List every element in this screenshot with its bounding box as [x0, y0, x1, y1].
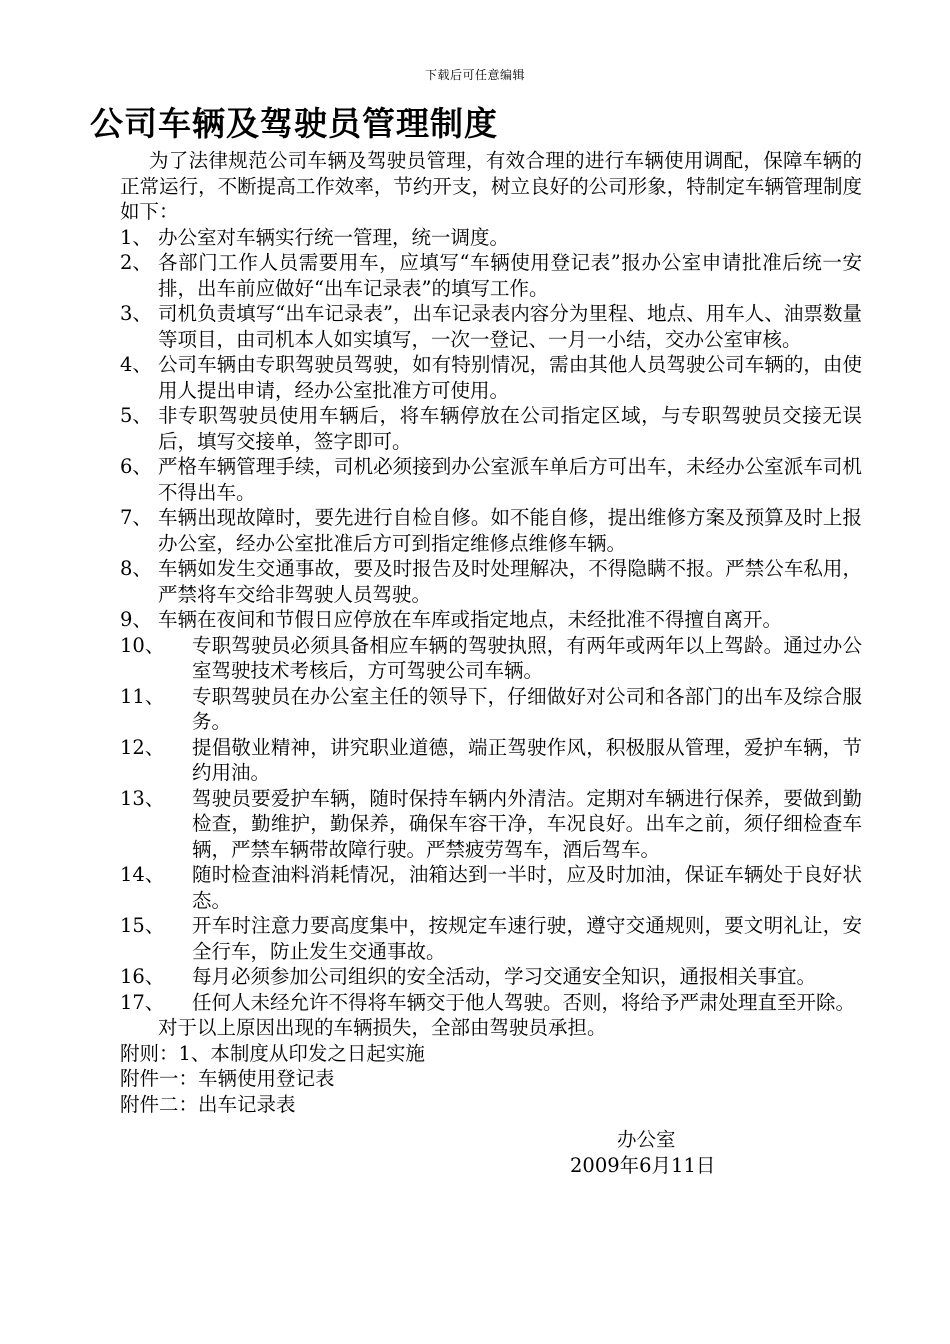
- rule-item: [120, 913, 862, 964]
- rule-number: 4、: [120, 353, 152, 376]
- appendix-attachment-2: 附件二：出车记录表: [120, 1092, 296, 1116]
- page-header: 下载后可任意编辑: [424, 68, 525, 82]
- rule-number: 8、: [120, 557, 152, 580]
- rule-number: 9、: [120, 608, 152, 631]
- rule-number: 7、: [120, 506, 152, 529]
- rule-text: 专职驾驶员必须具备相应车辆的驾驶执照，有两年或两年以上驾龄。通过办公室驾驶技术考核后，方可驾驶公司车辆。: [192, 633, 862, 682]
- rule-text: 公司车辆由专职驾驶员驾驶，如有特别情况，需由其他人员驾驶公司车辆的，由使用人提出申请，经办公室批准方可使用。: [158, 353, 862, 402]
- rule-number: 5、: [120, 404, 152, 427]
- rule-number: 6、: [120, 455, 152, 478]
- signature-block: [570, 1127, 740, 1179]
- appendix-rule: 附则：1、本制度从印发之日起实施: [120, 1041, 425, 1065]
- rule-number: 11、: [120, 684, 165, 708]
- rule-item: [120, 301, 862, 352]
- rule-item: [120, 250, 862, 301]
- rule-number: 17、: [120, 990, 165, 1014]
- closing-statement: 对于以上原因出现的车辆损失，全部由驾驶员承担。: [158, 1016, 607, 1039]
- rule-item: [120, 225, 862, 251]
- rule-item: [120, 607, 862, 633]
- rules-list: [120, 225, 862, 1016]
- rule-text: 任何人未经允许不得将车辆交于他人驾驶。否则，将给予严肃处理直至开除。: [192, 990, 856, 1014]
- signature-office: 办公室: [617, 1128, 676, 1151]
- rule-item: [120, 633, 862, 684]
- rule-item: [120, 684, 862, 735]
- intro-paragraph: 为了法律规范公司车辆及驾驶员管理，有效合理的进行车辆使用调配，保障车辆的正常运行，不断提高工作效率，节约开支，树立良好的公司形象，特制定车辆管理制度如下：: [120, 149, 862, 223]
- rule-text: 非专职驾驶员使用车辆后，将车辆停放在公司指定区域，与专职驾驶员交接无误后，填写交接单，签字即可。: [158, 404, 862, 453]
- rule-text: 各部门工作人员需要用车，应填写“车辆使用登记表”报办公室申请批准后统一安排，出车前应做好“出车记录表”的填写工作。: [158, 251, 862, 300]
- rule-number: 1、: [120, 225, 152, 249]
- rule-text: 严格车辆管理手续，司机必须接到办公室派车单后方可出车，未经办公室派车司机不得出车。: [158, 455, 862, 504]
- rule-text: 开车时注意力要高度集中，按规定车速行驶，遵守交通规则，要文明礼让，安全行车，防止发生交通事故。: [192, 914, 862, 963]
- rule-text: 每月必须参加公司组织的安全活动，学习交通安全知识，通报相关事宜。: [192, 965, 817, 988]
- rule-item: [120, 786, 862, 863]
- document-body: [120, 148, 862, 1117]
- rule-item: [120, 352, 862, 403]
- appendix-attachment-1: 附件一：车辆使用登记表: [120, 1067, 335, 1090]
- rule-item: [120, 862, 862, 913]
- rule-text: 车辆如发生交通事故，要及时报告及时处理解决，不得隐瞒不报。严禁公车私用，严禁将车交给非驾驶人员驾驶。: [158, 557, 862, 606]
- rule-text: 车辆在夜间和节假日应停放在车库或指定地点，未经批准不得擅自离开。: [158, 608, 783, 631]
- rule-item: [120, 735, 862, 786]
- rule-number: 12、: [120, 735, 165, 759]
- rule-item: [120, 505, 862, 556]
- rule-number: 13、: [120, 786, 165, 810]
- rule-item: [120, 556, 862, 607]
- signature-date: 2009年6月11日: [570, 1154, 716, 1177]
- rule-number: 15、: [120, 914, 165, 937]
- rule-item: [120, 964, 862, 990]
- rule-text: 司机负责填写“出车记录表”，出车记录表内容分为里程、地点、用车人、油票数量等项目，由司机本人如实填写，一次一登记、一月一小结，交办公室审核。: [158, 302, 862, 351]
- rule-number: 3、: [120, 302, 152, 325]
- rule-text: 办公室对车辆实行统一管理，统一调度。: [158, 225, 510, 249]
- rule-number: 2、: [120, 251, 152, 274]
- rule-number: 10、: [120, 633, 165, 657]
- rule-item: [120, 990, 862, 1016]
- rule-text: 提倡敬业精神，讲究职业道德，端正驾驶作风，积极服从管理，爱护车辆，节约用油。: [192, 735, 862, 784]
- rule-text: 车辆出现故障时，要先进行自检自修。如不能自修，提出维修方案及预算及时上报办公室，经办公室批准后方可到指定维修点维修车辆。: [158, 506, 862, 555]
- rule-text: 专职驾驶员在办公室主任的领导下，仔细做好对公司和各部门的出车及综合服务。: [192, 684, 862, 733]
- rule-text: 随时检查油料消耗情况，油箱达到一半时，应及时加油，保证车辆处于良好状态。: [192, 863, 862, 912]
- rule-number: 16、: [120, 965, 165, 988]
- document-title: 公司车辆及驾驶员管理制度: [90, 104, 498, 143]
- rule-item: [120, 454, 862, 505]
- rule-number: 14、: [120, 863, 165, 886]
- rule-item: [120, 403, 862, 454]
- rule-text: 驾驶员要爱护车辆，随时保持车辆内外清洁。定期对车辆进行保养，要做到勤检查，勤维护，勤保养，确保车容干净，车况良好。出车之前，须仔细检查车辆，严禁车辆带故障行驶。严禁疲劳驾车，酒后驾车。: [192, 786, 862, 861]
